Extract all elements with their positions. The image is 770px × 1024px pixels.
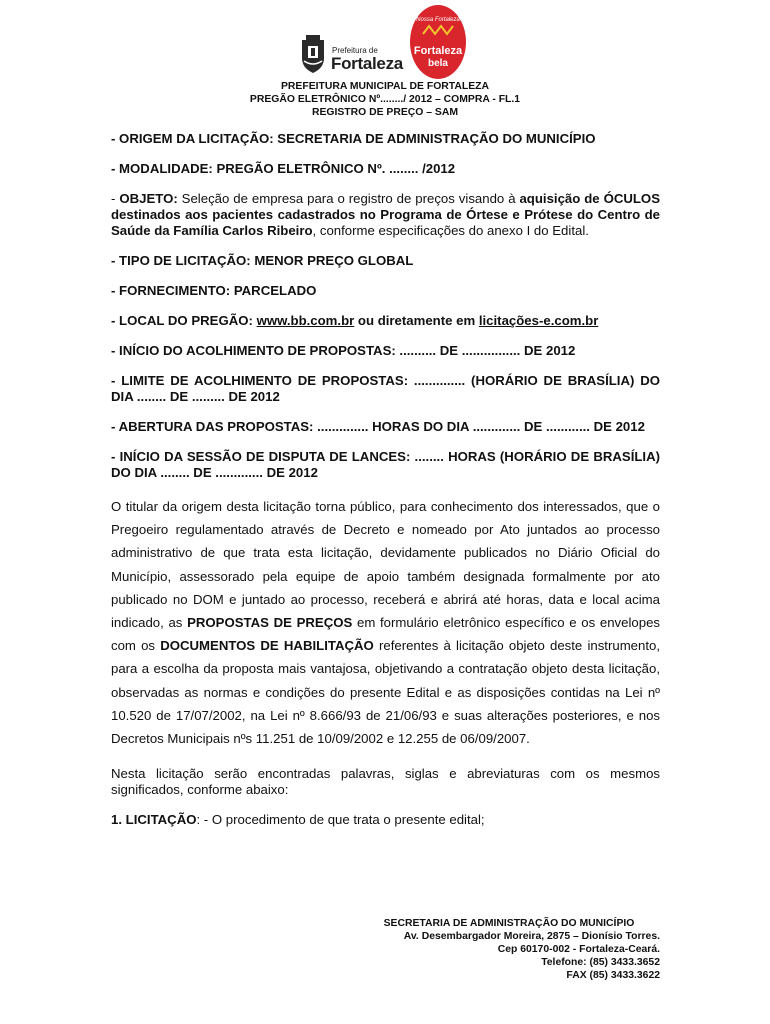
bela-top-text: Nossa Fortaleza [416,17,460,23]
titular-text-1: O titular da origem desta licitação torna público, para conhecimento dos interessados, que o Pregoeiro regulamentado através de Decreto e nomeado por Ato juntados ao processo administrativo de que trata esta licitação, devidamente publicados no Diário Oficial do Município, assessorado pela equipe de apoio também designada formalmente por ato publicado no DOM e juntado ao processo, receberá e abrirá até horas, data e local acima indicado, as [111,499,660,631]
prefeitura-small-text: Prefeitura de [332,46,378,55]
tipo-line: - TIPO DE LICITAÇÃO: MENOR PREÇO GLOBAL [111,253,414,268]
modalidade-line: - MODALIDADE: PREGÃO ELETRÔNICO Nº. ........ /2012 [111,161,456,176]
logo-bar [0,4,770,80]
titular-paragraph [111,495,660,750]
limite-paragraph: - LIMITE DE ACOLHIMENTO DE PROPOSTAS: .............. (HORÁRIO DE BRASÍLIA) DO DIA ........ DE ......... DE 2012 [111,373,660,404]
licitacoes-link[interactable]: licitações-e.com.br [478,313,599,328]
sessao-paragraph: - INÍCIO DA SESSÃO DE DISPUTA DE LANCES: ........ HORAS (HORÁRIO DE BRASÍLIA) DO DIA ........ DE ............. DE 2012 [111,449,660,480]
objeto-dash: - [111,191,120,206]
footer-line-4: Telefone: (85) 3433.3652 [541,957,660,968]
city-crest-icon [298,34,328,74]
fornecimento-line: - FORNECIMENTO: PARCELADO [111,283,317,298]
titular-text-3: referentes à licitação objeto deste instrumento, para a escolha da proposta mais vantajosa, objetivando a contratação objeto desta licitação, observadas as normas e condições do presente Edital e as disposições contidas na Lei nº 10.520 de 17/07/2002, na Lei nº 8.666/93 de 21/06/93 e suas alterações posteriores, e nos Decretos Municipais nºs 11.251 de 10/09/2002 e 12.255 de 06/09/2007. [111,638,661,747]
bb-link[interactable]: www.bb.com.br [256,313,355,328]
inicio-line: - INÍCIO DO ACOLHIMENTO DE PROPOSTAS: .......... DE ................ DE 2012 [111,343,576,358]
objeto-bold-text: aquisição de ÓCULOS destinados aos pacientes cadastrados no Programa de Órtese e Prótese do Centro de Saúde da Família Carlos Ribeiro [111,191,660,238]
local-middle: ou diretamente em [354,313,479,328]
document-header [0,80,770,119]
objeto-paragraph [111,191,660,239]
footer-line-1: SECRETARIA DE ADMINISTRAÇÃO DO MUNICÍPIO [383,918,635,929]
header-line-1: PREFEITURA MUNICIPAL DE FORTALEZA [281,81,489,92]
prefeitura-big-text: Fortaleza [331,54,403,73]
local-prefix: - LOCAL DO PREGÃO: [111,313,257,328]
titular-text-2: em formulário eletrônico específico e os envelopes com os [111,615,660,654]
document-body [111,131,660,828]
origem-line: - ORIGEM DA LICITAÇÃO: SECRETARIA DE ADMINISTRAÇÃO DO MUNICÍPIO [111,131,596,146]
document-footer [330,917,660,982]
documentos-habilitacao: DOCUMENTOS DE HABILITAÇÃO [160,638,374,654]
objeto-label: OBJETO: [119,191,178,206]
local-line [111,313,660,329]
nesta-paragraph: Nesta licitação serão encontradas palavras, siglas e abreviaturas com os mesmos significados, conforme abaixo: [111,766,660,798]
propostas-precos: PROPOSTAS DE PREÇOS [187,615,353,631]
footer-line-2: Av. Desembargador Moreira, 2875 – Dionísio Torres. [403,931,660,942]
footer-line-5: FAX (85) 3433.3622 [566,970,660,981]
fortaleza-bela-logo [409,4,467,80]
abertura-paragraph: - ABERTURA DAS PROPOSTAS: .............. HORAS DO DIA ............. DE ............ DE 2012 [111,419,645,434]
item-1-text: : - O procedimento de que trata o presente edital; [196,812,485,828]
header-line-3: REGISTRO DE PREÇO – SAM [311,107,459,118]
prefeitura-logo [298,34,402,78]
header-line-2: PREGÃO ELETRÔNICO Nº......../ 2012 – COMPRA - FL.1 [249,94,521,105]
objeto-text-1: Seleção de empresa para o registro de preços visando à [177,191,520,206]
objeto-text-2: , conforme especificações do anexo I do Edital. [312,223,589,238]
footer-line-3: Cep 60170-002 - Fortaleza-Ceará. [497,944,660,955]
item-1-line [111,812,660,828]
bela-main-text: Fortaleza [413,45,463,57]
bela-sub-text: bela [427,58,449,69]
item-1-label: 1. LICITAÇÃO [111,812,197,828]
